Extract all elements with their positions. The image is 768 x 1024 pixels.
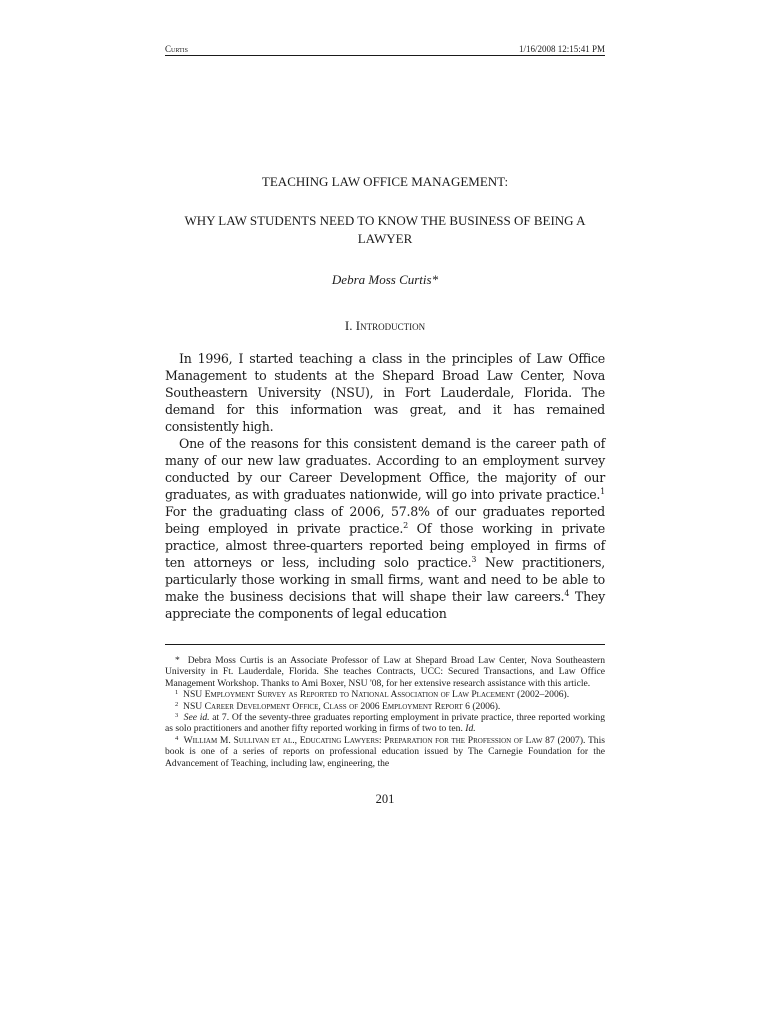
article-title: TEACHING LAW OFFICE MANAGEMENT: [261, 174, 509, 189]
document-page [165, 44, 605, 807]
header-timestamp: 1/16/2008 12:15:41 PM [518, 44, 605, 54]
footnote-2 [165, 701, 605, 712]
footnote-3-text: at 7. Of the seventy-three graduates reporting employment in private practice, three reported working as solo practitioners and another fifty reported working in firms of two to ten. [165, 712, 605, 735]
footnote-3 [165, 712, 605, 735]
footnote-ref-3[interactable]: 3 [471, 555, 477, 564]
paragraph-2-text-d: New practitioners, particularly those working in small firms, want and need to be able to make the business decisions that will shape their law careers. [165, 555, 605, 604]
footnote-ref-1[interactable]: 1 [600, 487, 605, 496]
paragraph-2-text-b: For the graduating class of 2006, 57.8% of our graduates reported being employed in private practice. [165, 504, 605, 536]
footnote-star [165, 655, 605, 689]
footnote-1 [165, 689, 605, 700]
footnote-star-text: Debra Moss Curtis is an Associate Professor of Law at Shepard Broad Law Center, Nova Southeastern University in Ft. Lauderdale, Florida. She teaches Contracts, UCC: Secured Transactions, and Law Office Management Workshop. Thanks to Ami Boxer, NSU '08, for her extensive research assistance with this article. [165, 655, 605, 689]
footnote-4-source: William M. Sullivan et al., Educating Lawyers: Preparation for the Profession of Law [183, 734, 543, 746]
footnote-star-marker: * [175, 655, 180, 666]
footnote-1-rest: (2002–2006). [514, 689, 570, 701]
paragraph-2 [165, 435, 605, 622]
footnote-ref-2[interactable]: 2 [403, 521, 408, 530]
footnote-1-source: NSU Employment Survey as Reported to National Association of Law Placement [183, 689, 515, 701]
footnote-4-marker: 4 [175, 734, 179, 742]
footnote-ref-4[interactable]: 4 [564, 589, 570, 598]
footnote-2-marker: 2 [175, 700, 179, 708]
footnotes [165, 655, 605, 769]
section-heading: I. Introduction [344, 318, 426, 333]
footnote-3-marker: 3 [175, 712, 179, 720]
footnote-1-marker: 1 [175, 689, 179, 697]
footnote-2-rest: 6 (2006). [462, 700, 501, 712]
footnote-2-source: NSU Career Development Office, Class of 2006 Employment Report [183, 700, 463, 712]
paragraph-2-text-c: Of those working in private practice, almost three-quarters reported being employed in firms of ten attorneys or less, including solo practice. [165, 521, 605, 570]
footnote-4-rest: 87 (2007). This book is one of a series of reports on professional education issued by The Carnegie Foundation for the Advancement of Teaching, including law, engineering, the [165, 734, 605, 769]
footnote-divider [165, 644, 605, 645]
footnote-3-id: Id. [465, 723, 476, 735]
body-text [165, 350, 605, 622]
running-head-author: Curtis [165, 44, 188, 54]
page-number: 201 [375, 792, 395, 807]
article-author: Debra Moss Curtis* [331, 272, 439, 287]
paragraph-2-text-a: One of the reasons for this consistent demand is the career path of many of our new law graduates. According to an employment survey conducted by our Career Development Office, the majority of our graduates, as with graduates nationwide, will go into private practice. [165, 436, 605, 502]
paragraph-1: In 1996, I started teaching a class in the principles of Law Office Management to students at the Shepard Broad Law Center, Nova Southeastern University (NSU), in Fort Lauderdale, Florida. The demand for this information was great, and it has remained consistently high. [165, 351, 605, 434]
running-header [165, 44, 605, 56]
paragraph-2-text-e: They appreciate the components of legal education [165, 589, 605, 621]
article-subtitle: WHY LAW STUDENTS NEED TO KNOW THE BUSINESS OF BEING A LAWYER [184, 213, 586, 246]
footnote-4 [165, 735, 605, 769]
footnote-3-see-id: See id. [183, 712, 210, 724]
